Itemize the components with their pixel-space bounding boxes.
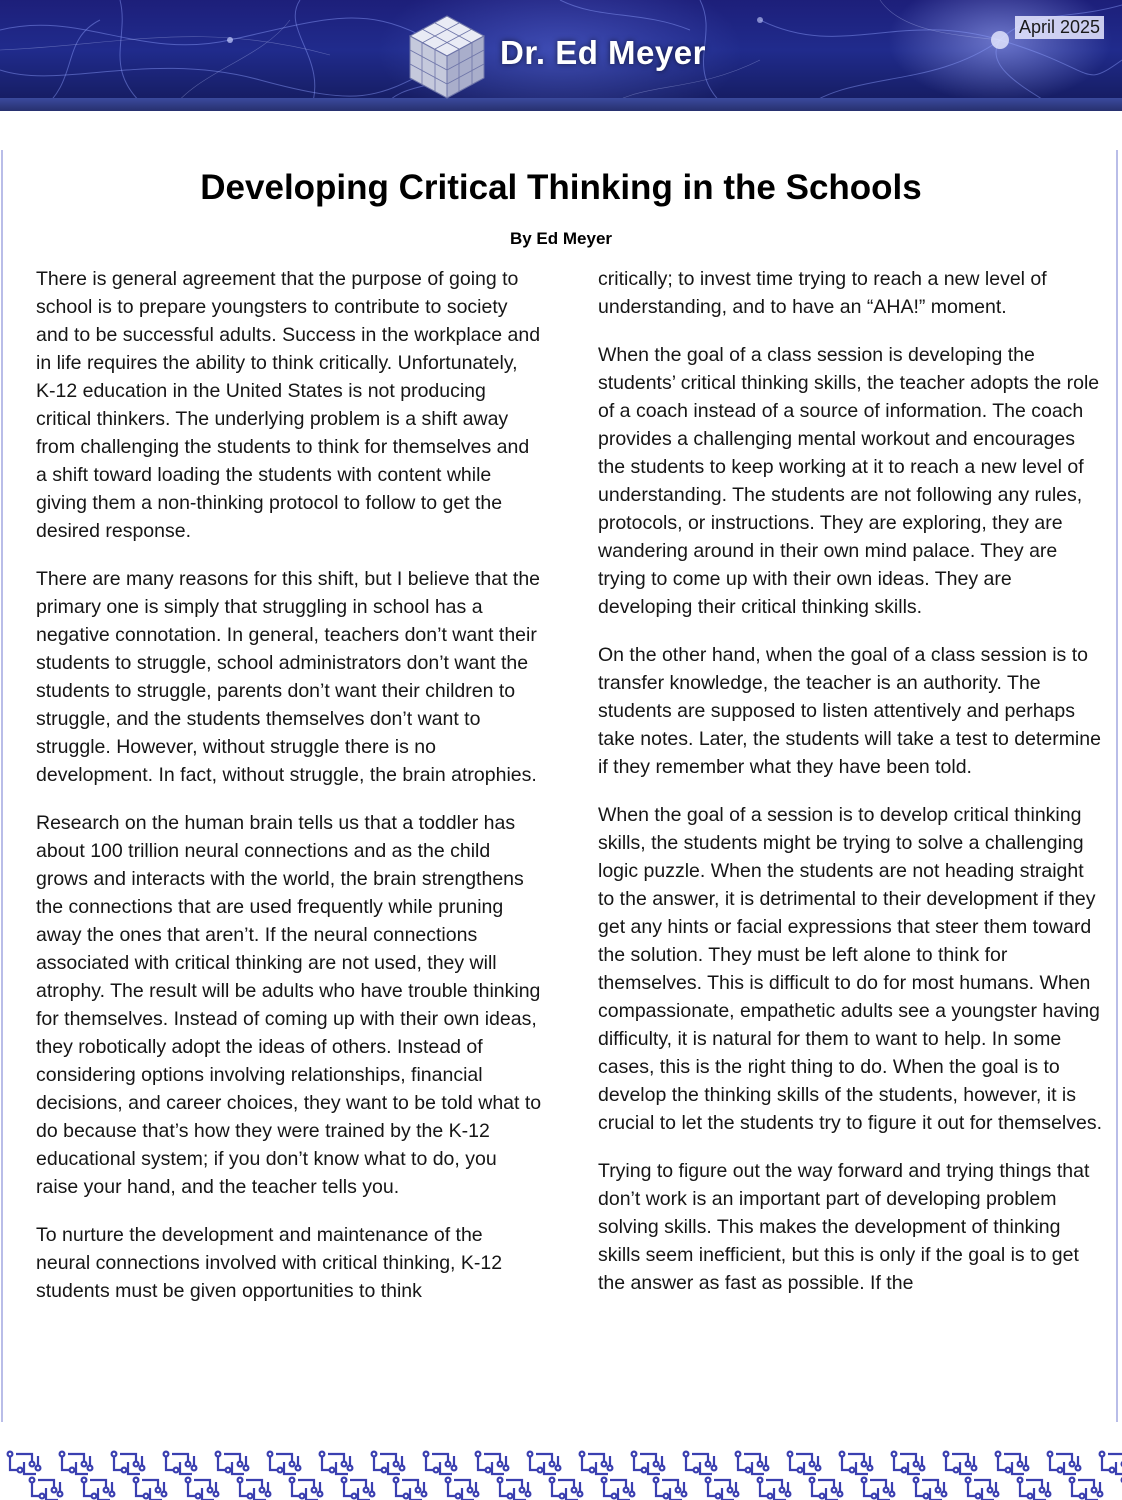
circuit-motif-icon (290, 1478, 323, 1500)
circuit-pattern-icon (0, 1448, 1122, 1500)
circuit-motif-icon (632, 1452, 665, 1474)
circuit-motif-icon (60, 1452, 93, 1474)
circuit-motif-icon (394, 1478, 427, 1500)
circuit-motif-icon (944, 1452, 977, 1474)
circuit-motif-icon (840, 1452, 873, 1474)
circuit-motif-icon (1070, 1478, 1103, 1500)
paragraph: To nurture the development and maintenance of the neural connections involved with critical thinking, K-12 students must be given opportunities to think (36, 1224, 503, 1302)
circuit-motif-icon (498, 1478, 531, 1500)
circuit-motif-icon (550, 1478, 583, 1500)
paragraph: There is general agreement that the purpose of going to school is to prepare youngsters to contribute to society and to be successful adults. Success in the workplace and in life requires the ability to think critically. Unfortunately, K-12 education in the United States is not producing critical thinkers. The underlying problem is a shift away from challenging the students to think for themselves and a shift toward loading the students with content while giving them a non-thinking protocol to follow to get the desired response. (36, 268, 541, 542)
right-column (598, 265, 1104, 1317)
paragraph: Research on the human brain tells us that a toddler has about 100 trillion neural connections and as the child grows and interacts with the world, the brain strengthens the connections that are used frequently while pruning away the ones that aren’t. If the neural connections associated with critical thinking are not used, they will atrophy. The result will be adults who have trouble thinking for themselves. Instead of coming up with their own ideas, they robotically adopt the ideas of others. Instead of considering options involving relationships, financial decisions, and career choices, they want to be told what to do because that’s how they were trained by the K-12 educational system; if you don’t know what to do, you raise your hand, and the teacher tells you. (36, 812, 542, 1198)
circuit-motif-icon (446, 1478, 479, 1500)
left-border-rule (1, 150, 3, 1422)
circuit-motif-icon (602, 1478, 635, 1500)
paragraph: On the other hand, when the goal of a class session is to transfer knowledge, the teacher is an authority. The students are supposed to listen attentively and perhaps take notes. Later, the students will take a test to determine if they remember what they have been told. (598, 644, 1101, 778)
circuit-motif-icon (1048, 1452, 1081, 1474)
circuit-motif-icon (914, 1478, 947, 1500)
circuit-motif-icon (30, 1478, 63, 1500)
paragraph: There are many reasons for this shift, but I believe that the primary one is simply that struggling in school has a negative connotation. In general, teachers don’t want their students to struggle, school administrators don’t want the students to struggle, parents don’t want their children to struggle, and the students themselves don’t want to struggle. However, without struggle there is no development. In fact, without struggle, the brain atrophies. (36, 568, 541, 786)
circuit-motif-icon (996, 1452, 1029, 1474)
circuit-motif-icon (238, 1478, 271, 1500)
header-banner (0, 0, 1122, 111)
footer-pattern (0, 1448, 1122, 1500)
circuit-motif-icon (528, 1452, 561, 1474)
circuit-motif-icon (580, 1452, 613, 1474)
left-column (36, 265, 542, 1325)
banner-strip (0, 98, 1122, 111)
paragraph: When the goal of a session is to develop critical thinking skills, the students might be trying to solve a challenging logic puzzle. When the students are not heading straight to the answer, it is detrimental to their development if they get any hints or facial expressions that steer them toward the solution. They must be left alone to think for themselves. This is difficult to do for most humans. When compassionate, empathetic adults see a youngster having difficulty, it is natural for them to want to help. In some cases, this is the right thing to do. When the goal is to develop the thinking skills of the students, however, it is crucial to let the students try to figure it out for themselves. (598, 804, 1102, 1134)
issue-date: April 2025 (1015, 16, 1104, 39)
circuit-motif-icon (706, 1478, 739, 1500)
circuit-motif-icon (788, 1452, 821, 1474)
circuit-motif-icon (216, 1452, 249, 1474)
circuit-motif-icon (186, 1478, 219, 1500)
circuit-motif-icon (8, 1452, 41, 1474)
circuit-motif-icon (1018, 1478, 1051, 1500)
circuit-motif-icon (476, 1452, 509, 1474)
brand-name: Dr. Ed Meyer (500, 34, 706, 71)
cube-logo-icon (408, 14, 486, 100)
paragraph: Trying to figure out the way forward and trying things that don’t work is an important part of developing problem solving skills. This makes the development of thinking skills seem inefficient, but this is only if the goal is to get the answer as fast as possible. If the (598, 1160, 1090, 1294)
circuit-motif-icon (268, 1452, 301, 1474)
paragraph: When the goal of a class session is developing the students’ critical thinking skills, the teacher adopts the role of a coach instead of a source of information. The coach provides a challenging mental workout and encourages the students to keep working at it to reach a new level of understanding. The students are not following any rules, protocols, or instructions. They are exploring, they are wandering around in their own mind palace. They are trying to come up with their own ideas. They are developing their critical thinking skills. (598, 344, 1100, 618)
article-title: Developing Critical Thinking in the Schools (200, 168, 922, 207)
circuit-motif-icon (342, 1478, 375, 1500)
circuit-motif-icon (134, 1478, 167, 1500)
paragraph: critically; to invest time trying to reach a new level of understanding, and to have an “AHA!” moment. (598, 268, 1047, 318)
circuit-motif-icon (372, 1452, 405, 1474)
article-byline: By Ed Meyer (509, 229, 613, 248)
circuit-motif-icon (1100, 1452, 1122, 1474)
circuit-motif-icon (82, 1478, 115, 1500)
circuit-motif-icon (320, 1452, 353, 1474)
circuit-motif-icon (966, 1478, 999, 1500)
circuit-motif-icon (892, 1452, 925, 1474)
circuit-motif-icon (654, 1478, 687, 1500)
circuit-motif-icon (424, 1452, 457, 1474)
circuit-motif-icon (758, 1478, 791, 1500)
circuit-motif-icon (862, 1478, 895, 1500)
circuit-motif-icon (810, 1478, 843, 1500)
circuit-motif-icon (164, 1452, 197, 1474)
circuit-motif-icon (112, 1452, 145, 1474)
circuit-motif-icon (736, 1452, 769, 1474)
right-border-rule (1116, 150, 1118, 1422)
circuit-motif-icon (684, 1452, 717, 1474)
